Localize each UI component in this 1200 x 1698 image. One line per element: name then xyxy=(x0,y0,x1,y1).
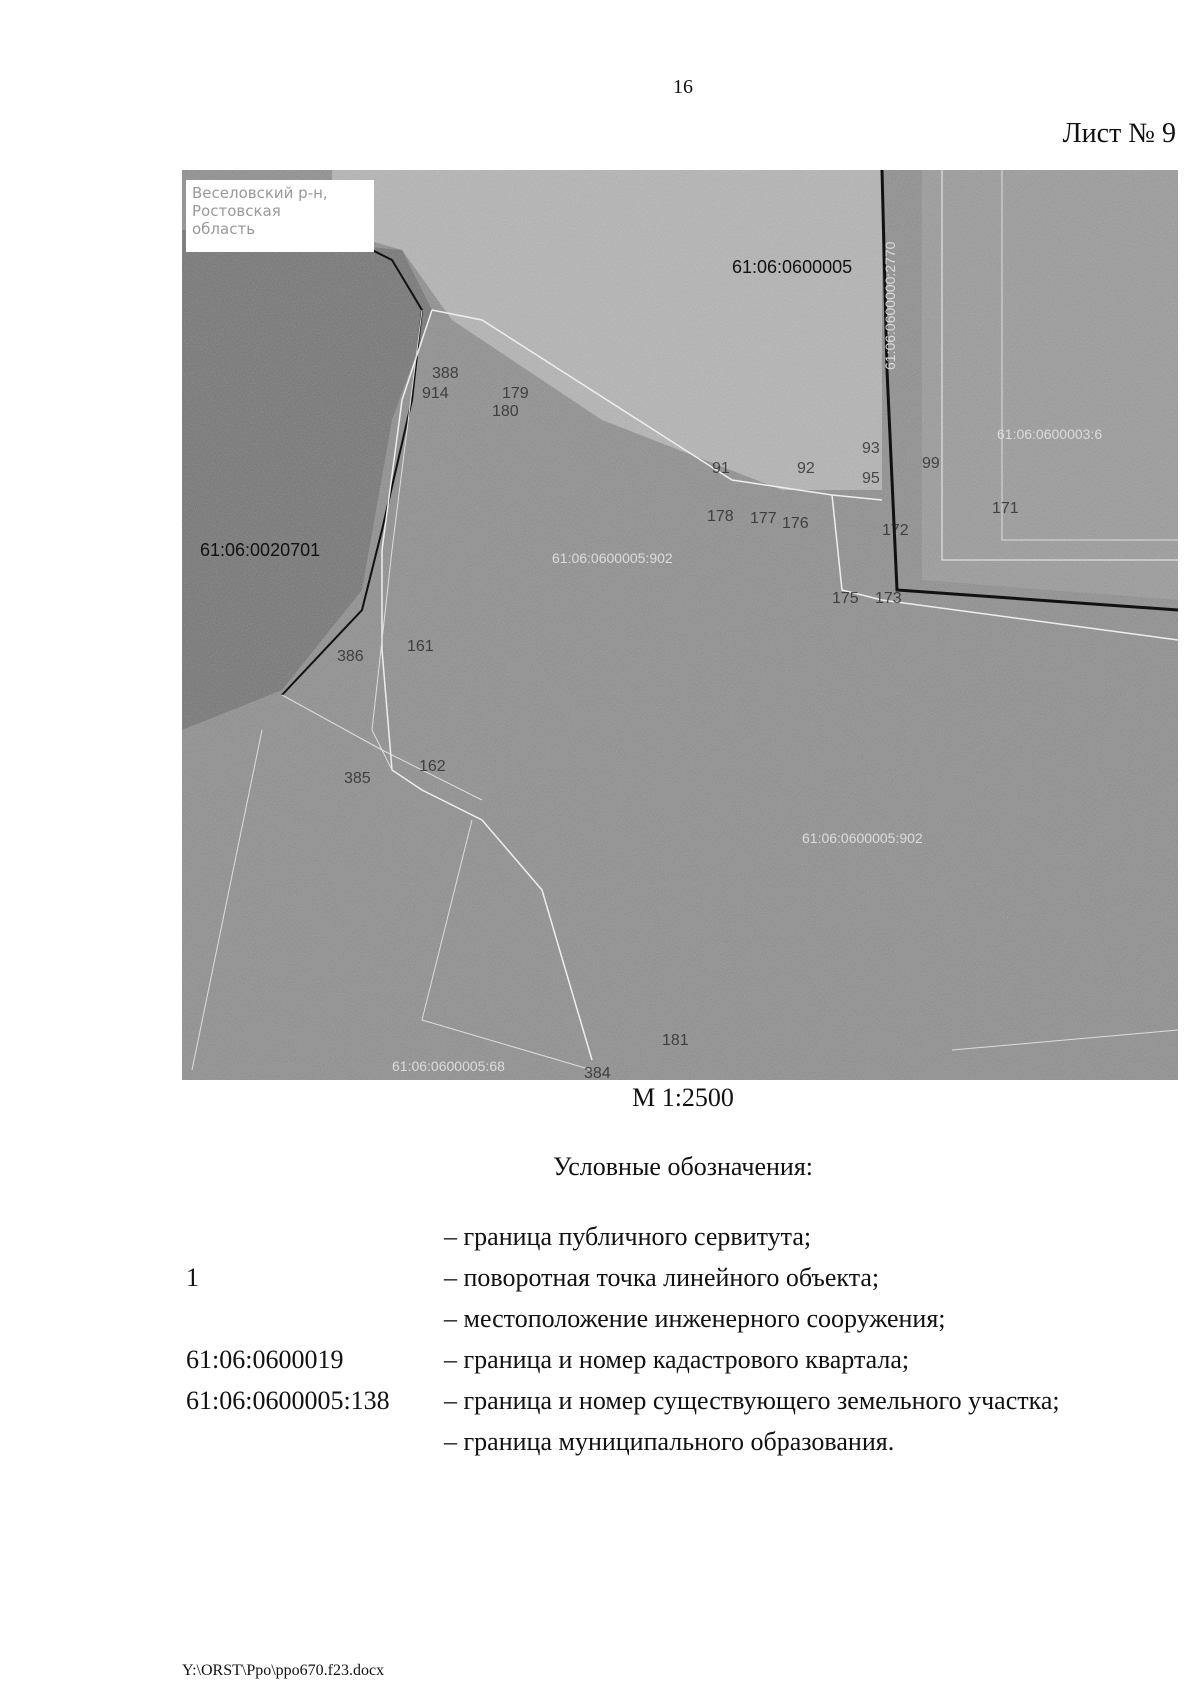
point-label: 176 xyxy=(782,515,809,532)
parcel-label-center-lower: 61:06:0600005:902 xyxy=(802,830,923,846)
quarter-label-west: 61:06:0020701 xyxy=(200,540,321,560)
point-label: 180 xyxy=(492,403,519,420)
legend-title: Условные обозначения: xyxy=(552,1152,814,1181)
map-drawing xyxy=(182,170,1178,1080)
legend-row xyxy=(186,1386,1186,1427)
point-label: 171 xyxy=(992,500,1019,517)
legend-symbol: 61:06:0600005:138 xyxy=(186,1386,390,1415)
map-scale: М 1:2500 xyxy=(632,1083,734,1112)
point-label: 161 xyxy=(407,638,434,655)
legend-text: – местоположение инженерного сооружения; xyxy=(444,1304,946,1333)
point-label: 178 xyxy=(707,508,734,525)
point-label: 172 xyxy=(882,522,909,539)
point-label: 162 xyxy=(419,758,446,775)
legend-row xyxy=(186,1222,1186,1263)
file-path-footer: Y:\ORST\Ppo\ppo670.f23.docx xyxy=(182,1662,385,1679)
parcel-label-east: 61:06:0600003:6 xyxy=(997,426,1103,442)
point-label: 99 xyxy=(922,455,940,472)
point-label: 177 xyxy=(750,510,777,527)
legend xyxy=(186,1222,1186,1468)
point-label: 93 xyxy=(862,440,880,457)
legend-text: – граница и номер существующего земельного участка; xyxy=(444,1386,1060,1415)
point-label: 92 xyxy=(797,460,815,477)
point-label: 181 xyxy=(662,1032,689,1049)
parcel-label-center: 61:06:0600005:902 xyxy=(552,550,673,566)
point-label: 175 xyxy=(832,590,859,607)
quarter-label-north: 61:06:0600005 xyxy=(732,257,853,277)
legend-symbol: 61:06:0600019 xyxy=(186,1345,344,1374)
terrain-texture xyxy=(182,170,1178,1080)
point-label: 179 xyxy=(502,385,529,402)
legend-text: – поворотная точка линейного объекта; xyxy=(444,1263,880,1292)
legend-row xyxy=(186,1304,1186,1345)
point-label: 385 xyxy=(344,770,371,787)
point-label: 914 xyxy=(422,385,449,402)
cadastral-map xyxy=(182,170,1178,1080)
sheet-label: Лист № 9 xyxy=(1062,118,1176,149)
parcel-label-south: 61:06:0600005:68 xyxy=(392,1058,505,1074)
legend-row xyxy=(186,1263,1186,1304)
page-number: 16 xyxy=(673,76,693,98)
point-label: 386 xyxy=(337,648,364,665)
point-label: 95 xyxy=(862,470,880,487)
legend-row xyxy=(186,1427,1186,1468)
point-label: 388 xyxy=(432,365,459,382)
point-label: 173 xyxy=(875,590,902,607)
legend-symbol: 1 xyxy=(186,1263,199,1292)
legend-row xyxy=(186,1345,1186,1386)
legend-text: – граница муниципального образования. xyxy=(444,1427,895,1456)
legend-text: – граница публичного сервитута; xyxy=(444,1222,812,1251)
legend-text: – граница и номер кадастрового квартала; xyxy=(444,1345,910,1374)
parcel-label-vertical: 61:06:0600000:2770 xyxy=(882,241,898,370)
point-label: 91 xyxy=(712,460,730,477)
point-label: 384 xyxy=(584,1065,611,1080)
region-label: Веселовский р-н, Ростовская область xyxy=(186,180,374,252)
